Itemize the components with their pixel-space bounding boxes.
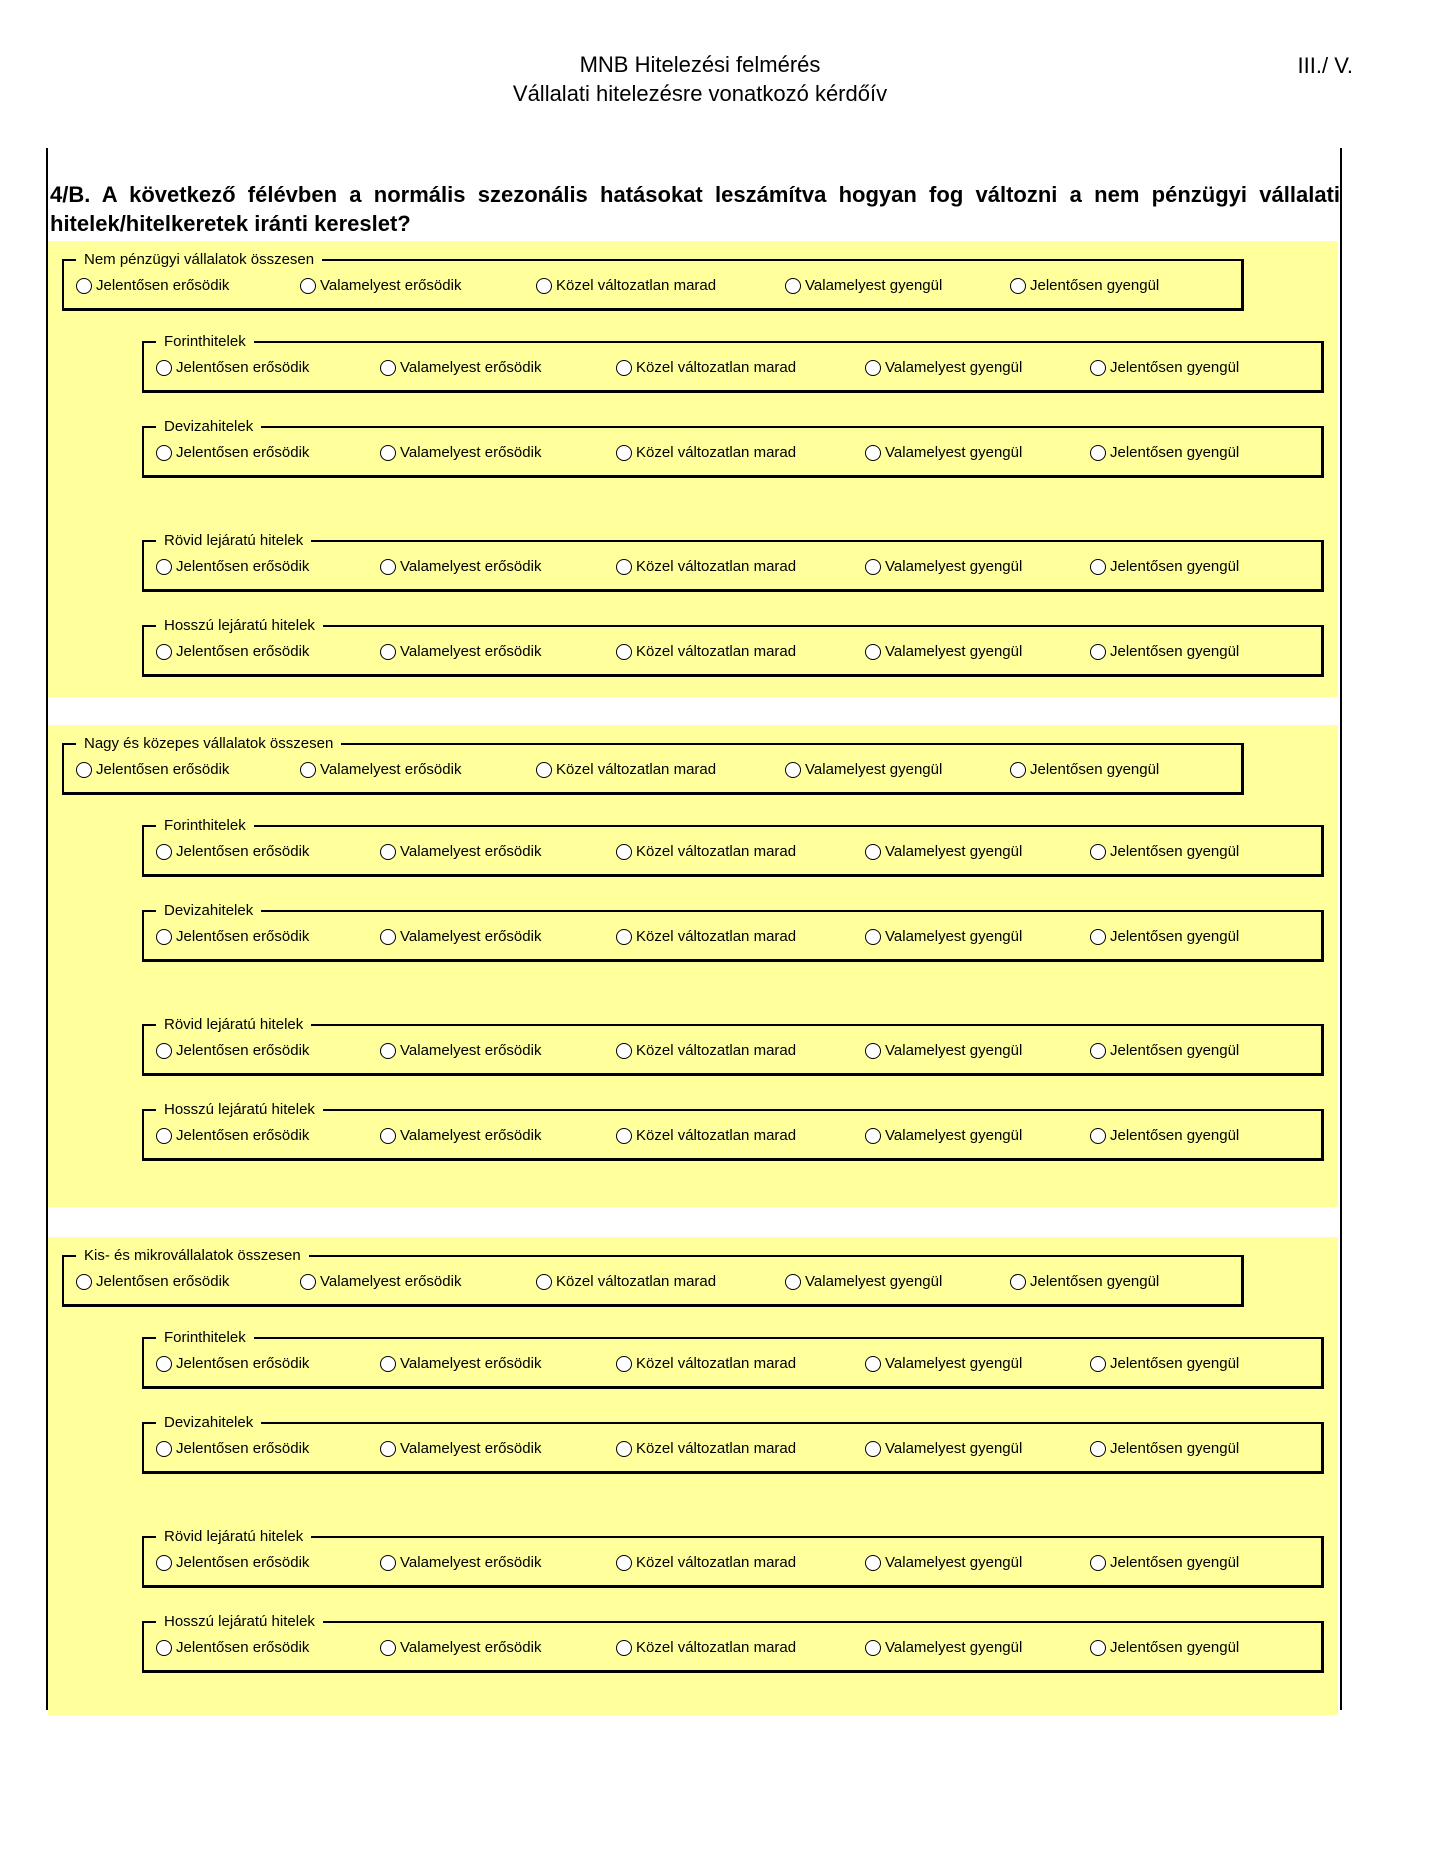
radio-label: Valamelyest erősödik: [400, 1639, 542, 1656]
radio-option[interactable]: [865, 444, 1022, 461]
radio-option[interactable]: [156, 1554, 309, 1571]
radio-option[interactable]: [380, 444, 541, 461]
radio-option[interactable]: [156, 558, 309, 575]
radio-label: Valamelyest erősödik: [400, 1042, 542, 1059]
radio-option[interactable]: [380, 558, 541, 575]
subgroup: [142, 1330, 1324, 1389]
radio-label: Jelentősen erősödik: [176, 1042, 310, 1059]
radio-label: Valamelyest gyengül: [885, 1355, 1023, 1372]
radio-label: Közel változatlan marad: [636, 558, 797, 575]
radio-label: Közel változatlan marad: [556, 1273, 717, 1290]
radio-button[interactable]: [865, 1640, 881, 1656]
radio-label: Valamelyest erősödik: [400, 1355, 542, 1372]
radio-option[interactable]: [865, 558, 1022, 575]
radio-option[interactable]: [785, 277, 942, 294]
radio-option[interactable]: [156, 643, 309, 660]
radio-button[interactable]: [865, 1356, 881, 1372]
radio-button[interactable]: [865, 445, 881, 461]
radio-button[interactable]: [536, 278, 552, 294]
radio-option[interactable]: [380, 359, 541, 376]
radio-option[interactable]: [1010, 761, 1159, 778]
radio-button[interactable]: [76, 278, 92, 294]
radio-option[interactable]: [1090, 359, 1239, 376]
radio-option[interactable]: [380, 1042, 541, 1059]
radio-label: Jelentősen gyengül: [1030, 761, 1160, 778]
radio-label: Jelentősen erősödik: [176, 359, 310, 376]
radio-button[interactable]: [536, 762, 552, 778]
radio-label: Jelentősen gyengül: [1030, 277, 1160, 294]
total-group: [62, 1248, 1244, 1307]
radio-label: Valamelyest erősödik: [400, 1554, 542, 1571]
radio-label: Valamelyest gyengül: [805, 1273, 943, 1290]
radio-label: Valamelyest erősödik: [400, 444, 542, 461]
radio-option[interactable]: [380, 843, 541, 860]
radio-label: Közel változatlan marad: [636, 1639, 797, 1656]
radio-option[interactable]: [76, 277, 229, 294]
radio-label: Valamelyest gyengül: [885, 1639, 1023, 1656]
radio-button[interactable]: [785, 278, 801, 294]
radio-label: Valamelyest gyengül: [885, 928, 1023, 945]
radio-option[interactable]: [1010, 1273, 1159, 1290]
radio-option[interactable]: [616, 928, 796, 945]
radio-button[interactable]: [156, 1441, 172, 1457]
subgroup: [142, 1415, 1324, 1474]
radio-button[interactable]: [536, 1274, 552, 1290]
subgroup: [142, 818, 1324, 877]
radio-button[interactable]: [785, 762, 801, 778]
radio-button[interactable]: [616, 644, 632, 660]
radio-option[interactable]: [300, 1273, 461, 1290]
radio-label: Közel változatlan marad: [556, 277, 717, 294]
radio-option[interactable]: [156, 1042, 309, 1059]
group-label: Hosszú lejáratú hitelek: [164, 1101, 315, 1118]
radio-option[interactable]: [616, 359, 796, 376]
radio-label: Jelentősen gyengül: [1110, 843, 1240, 860]
group-label: Hosszú lejáratú hitelek: [164, 617, 315, 634]
radio-option[interactable]: [536, 1273, 716, 1290]
radio-label: Jelentősen erősödik: [96, 1273, 230, 1290]
radio-option[interactable]: [1090, 1042, 1239, 1059]
radio-button[interactable]: [616, 1441, 632, 1457]
radio-button[interactable]: [616, 1640, 632, 1656]
radio-label: Valamelyest gyengül: [885, 359, 1023, 376]
radio-button[interactable]: [380, 1555, 396, 1571]
group-label: Kis- és mikrovállalatok összesen: [84, 1247, 301, 1264]
company-section: [48, 1237, 1338, 1715]
radio-label: Jelentősen gyengül: [1110, 1355, 1240, 1372]
radio-button[interactable]: [380, 844, 396, 860]
radio-option[interactable]: [616, 1355, 796, 1372]
radio-label: Valamelyest gyengül: [805, 277, 943, 294]
radio-label: Valamelyest gyengül: [885, 1554, 1023, 1571]
radio-button[interactable]: [785, 1274, 801, 1290]
radio-label: Valamelyest erősödik: [320, 761, 462, 778]
radio-group: [156, 1346, 1321, 1386]
radio-option[interactable]: [1090, 1355, 1239, 1372]
radio-option[interactable]: [156, 1440, 309, 1457]
radio-group: [156, 1431, 1321, 1471]
radio-option[interactable]: [865, 843, 1022, 860]
radio-label: Valamelyest erősödik: [320, 277, 462, 294]
radio-button[interactable]: [865, 1128, 881, 1144]
radio-option[interactable]: [865, 928, 1022, 945]
radio-button[interactable]: [1010, 278, 1026, 294]
radio-button[interactable]: [865, 360, 881, 376]
radio-option[interactable]: [156, 359, 309, 376]
radio-button[interactable]: [1090, 1128, 1106, 1144]
radio-button[interactable]: [380, 644, 396, 660]
group-label: Rövid lejáratú hitelek: [164, 1528, 304, 1545]
radio-button[interactable]: [616, 1043, 632, 1059]
radio-option[interactable]: [380, 1554, 541, 1571]
radio-label: Valamelyest erősödik: [400, 1127, 542, 1144]
radio-label: Közel változatlan marad: [636, 359, 797, 376]
radio-button[interactable]: [1090, 1640, 1106, 1656]
group-label: Devizahitelek: [164, 902, 254, 919]
radio-label: Közel változatlan marad: [636, 1127, 797, 1144]
radio-button[interactable]: [1090, 559, 1106, 575]
radio-label: Valamelyest gyengül: [885, 558, 1023, 575]
radio-group: [156, 1630, 1321, 1670]
radio-label: Közel változatlan marad: [556, 761, 717, 778]
radio-option[interactable]: [1090, 1639, 1239, 1656]
radio-button[interactable]: [380, 1128, 396, 1144]
radio-option[interactable]: [1090, 1440, 1239, 1457]
radio-option[interactable]: [865, 643, 1022, 660]
subgroup: [142, 903, 1324, 962]
radio-button[interactable]: [616, 559, 632, 575]
radio-option[interactable]: [380, 1440, 541, 1457]
radio-group: [156, 919, 1321, 959]
radio-group: [156, 435, 1321, 475]
radio-label: Valamelyest erősödik: [400, 928, 542, 945]
subgroup: [142, 533, 1324, 592]
radio-button[interactable]: [616, 445, 632, 461]
radio-button[interactable]: [1090, 445, 1106, 461]
radio-button[interactable]: [156, 844, 172, 860]
radio-button[interactable]: [616, 1555, 632, 1571]
radio-label: Valamelyest gyengül: [885, 1127, 1023, 1144]
radio-option[interactable]: [380, 1127, 541, 1144]
radio-option[interactable]: [616, 444, 796, 461]
radio-option[interactable]: [1010, 277, 1159, 294]
radio-option[interactable]: [865, 1554, 1022, 1571]
survey-subtitle: Vállalati hitelezésre vonatkozó kérdőív: [512, 81, 888, 106]
radio-option[interactable]: [1090, 643, 1239, 660]
radio-option[interactable]: [380, 928, 541, 945]
radio-button[interactable]: [380, 1043, 396, 1059]
radio-label: Jelentősen gyengül: [1110, 1639, 1240, 1656]
radio-option[interactable]: [156, 1355, 309, 1372]
radio-button[interactable]: [1090, 644, 1106, 660]
radio-option[interactable]: [616, 1639, 796, 1656]
radio-label: Közel változatlan marad: [636, 444, 797, 461]
radio-option[interactable]: [785, 1273, 942, 1290]
radio-option[interactable]: [1090, 1554, 1239, 1571]
radio-label: Valamelyest gyengül: [885, 1440, 1023, 1457]
radio-label: Jelentősen erősödik: [176, 1554, 310, 1571]
group-label: Nem pénzügyi vállalatok összesen: [84, 251, 315, 268]
radio-button[interactable]: [156, 1640, 172, 1656]
radio-label: Közel változatlan marad: [636, 1554, 797, 1571]
radio-group: [156, 350, 1321, 390]
radio-option[interactable]: [76, 1273, 229, 1290]
group-label: Hosszú lejáratú hitelek: [164, 1613, 315, 1630]
radio-option[interactable]: [616, 1440, 796, 1457]
radio-group: [156, 549, 1321, 589]
radio-button[interactable]: [1010, 1274, 1026, 1290]
survey-title: MNB Hitelezési felmérés: [579, 52, 821, 77]
group-label: Forinthitelek: [164, 333, 246, 350]
radio-label: Valamelyest gyengül: [805, 761, 943, 778]
radio-button[interactable]: [616, 1356, 632, 1372]
radio-button[interactable]: [156, 644, 172, 660]
radio-label: Közel változatlan marad: [636, 643, 797, 660]
radio-button[interactable]: [1090, 929, 1106, 945]
radio-button[interactable]: [1090, 1043, 1106, 1059]
radio-label: Jelentősen erősödik: [176, 1440, 310, 1457]
radio-label: Jelentősen gyengül: [1110, 444, 1240, 461]
company-section: [48, 725, 1338, 1207]
radio-label: Jelentősen gyengül: [1110, 359, 1240, 376]
radio-button[interactable]: [156, 1356, 172, 1372]
radio-option[interactable]: [865, 1127, 1022, 1144]
radio-button[interactable]: [616, 844, 632, 860]
radio-button[interactable]: [865, 559, 881, 575]
radio-option[interactable]: [616, 1554, 796, 1571]
group-label: Rövid lejáratú hitelek: [164, 1016, 304, 1033]
radio-button[interactable]: [616, 1128, 632, 1144]
radio-label: Jelentősen erősödik: [176, 1355, 310, 1372]
group-label: Devizahitelek: [164, 1414, 254, 1431]
subgroup: [142, 1529, 1324, 1588]
radio-option[interactable]: [536, 761, 716, 778]
radio-label: Valamelyest erősödik: [320, 1273, 462, 1290]
radio-option[interactable]: [1090, 444, 1239, 461]
radio-option[interactable]: [156, 444, 309, 461]
radio-button[interactable]: [300, 1274, 316, 1290]
radio-label: Valamelyest erősödik: [400, 558, 542, 575]
subgroup: [142, 1102, 1324, 1161]
radio-label: Valamelyest erősödik: [400, 1440, 542, 1457]
radio-option[interactable]: [1090, 558, 1239, 575]
radio-option[interactable]: [300, 761, 461, 778]
radio-button[interactable]: [1090, 1441, 1106, 1457]
radio-option[interactable]: [156, 1639, 309, 1656]
radio-label: Valamelyest erősödik: [400, 643, 542, 660]
radio-button[interactable]: [380, 559, 396, 575]
radio-option[interactable]: [156, 843, 309, 860]
radio-button[interactable]: [1090, 360, 1106, 376]
radio-option[interactable]: [76, 761, 229, 778]
group-label: Devizahitelek: [164, 418, 254, 435]
radio-option[interactable]: [300, 277, 461, 294]
radio-button[interactable]: [865, 1441, 881, 1457]
radio-button[interactable]: [156, 1128, 172, 1144]
group-label: Forinthitelek: [164, 1329, 246, 1346]
radio-label: Jelentősen gyengül: [1110, 1042, 1240, 1059]
radio-button[interactable]: [156, 445, 172, 461]
radio-button[interactable]: [156, 559, 172, 575]
radio-label: Jelentősen gyengül: [1110, 1554, 1240, 1571]
radio-label: Jelentősen erősödik: [176, 1127, 310, 1144]
radio-label: Közel változatlan marad: [636, 1355, 797, 1372]
radio-label: Közel változatlan marad: [636, 928, 797, 945]
radio-label: Jelentősen erősödik: [176, 643, 310, 660]
group-label: Forinthitelek: [164, 817, 246, 834]
radio-label: Jelentősen gyengül: [1110, 558, 1240, 575]
question-text: 4/B. A következő félévben a normális szezonális hatásokat leszámítva hogyan fog változni a nem pénzügyi vállalati hitelek/hitelkeretek iránti kereslet?: [50, 182, 1340, 236]
radio-button[interactable]: [865, 1043, 881, 1059]
radio-option[interactable]: [380, 1355, 541, 1372]
radio-label: Jelentősen erősödik: [96, 277, 230, 294]
radio-option[interactable]: [380, 1639, 541, 1656]
radio-label: Valamelyest erősödik: [400, 843, 542, 860]
radio-label: Valamelyest gyengül: [885, 444, 1023, 461]
radio-option[interactable]: [865, 1639, 1022, 1656]
radio-button[interactable]: [156, 929, 172, 945]
radio-button[interactable]: [380, 1441, 396, 1457]
radio-option[interactable]: [1090, 843, 1239, 860]
radio-group: [156, 1033, 1321, 1073]
radio-button[interactable]: [1010, 762, 1026, 778]
radio-option[interactable]: [1090, 928, 1239, 945]
radio-label: Jelentősen erősödik: [176, 444, 310, 461]
radio-label: Közel változatlan marad: [636, 1042, 797, 1059]
radio-label: Jelentősen gyengül: [1030, 1273, 1160, 1290]
radio-button[interactable]: [616, 929, 632, 945]
radio-option[interactable]: [380, 643, 541, 660]
radio-option[interactable]: [1090, 1127, 1239, 1144]
radio-button[interactable]: [865, 844, 881, 860]
subgroup: [142, 618, 1324, 677]
total-group: [62, 736, 1244, 795]
radio-option[interactable]: [785, 761, 942, 778]
radio-option[interactable]: [156, 1127, 309, 1144]
radio-label: Jelentősen gyengül: [1110, 928, 1240, 945]
radio-button[interactable]: [1090, 1555, 1106, 1571]
total-group: [62, 252, 1244, 311]
radio-button[interactable]: [865, 929, 881, 945]
radio-label: Jelentősen erősödik: [176, 1639, 310, 1656]
radio-button[interactable]: [380, 929, 396, 945]
group-label: Rövid lejáratú hitelek: [164, 532, 304, 549]
radio-button[interactable]: [865, 1555, 881, 1571]
radio-button[interactable]: [865, 644, 881, 660]
radio-label: Jelentősen gyengül: [1110, 643, 1240, 660]
radio-option[interactable]: [536, 277, 716, 294]
radio-button[interactable]: [1090, 844, 1106, 860]
radio-option[interactable]: [616, 558, 796, 575]
company-section: [48, 241, 1338, 697]
radio-button[interactable]: [380, 1640, 396, 1656]
radio-button[interactable]: [1090, 1356, 1106, 1372]
radio-button[interactable]: [380, 445, 396, 461]
radio-option[interactable]: [865, 1355, 1022, 1372]
radio-label: Jelentősen erősödik: [96, 761, 230, 778]
radio-group: [156, 634, 1321, 674]
radio-label: Valamelyest gyengül: [885, 1042, 1023, 1059]
radio-option[interactable]: [865, 1440, 1022, 1457]
radio-label: Közel változatlan marad: [636, 843, 797, 860]
subgroup: [142, 1017, 1324, 1076]
radio-option[interactable]: [616, 643, 796, 660]
radio-button[interactable]: [380, 360, 396, 376]
radio-button[interactable]: [156, 1043, 172, 1059]
group-label: Nagy és közepes vállalatok összesen: [84, 735, 334, 752]
subgroup: [142, 334, 1324, 393]
radio-group: [76, 1264, 1241, 1304]
page-number: III./ V.: [1297, 53, 1353, 78]
radio-button[interactable]: [76, 762, 92, 778]
radio-button[interactable]: [300, 278, 316, 294]
radio-button[interactable]: [300, 762, 316, 778]
radio-label: Jelentősen erősödik: [176, 843, 310, 860]
radio-option[interactable]: [865, 1042, 1022, 1059]
radio-label: Jelentősen gyengül: [1110, 1127, 1240, 1144]
radio-label: Közel változatlan marad: [636, 1440, 797, 1457]
radio-label: Jelentősen gyengül: [1110, 1440, 1240, 1457]
radio-label: Valamelyest erősödik: [400, 359, 542, 376]
page-header: [0, 50, 1400, 108]
radio-group: [156, 1545, 1321, 1585]
radio-group: [156, 1118, 1321, 1158]
radio-group: [156, 834, 1321, 874]
radio-group: [76, 268, 1241, 308]
radio-option[interactable]: [616, 1127, 796, 1144]
subgroup: [142, 419, 1324, 478]
radio-button[interactable]: [616, 360, 632, 376]
radio-option[interactable]: [156, 928, 309, 945]
radio-label: Jelentősen erősödik: [176, 558, 310, 575]
radio-label: Valamelyest gyengül: [885, 643, 1023, 660]
radio-option[interactable]: [616, 843, 796, 860]
radio-button[interactable]: [76, 1274, 92, 1290]
radio-button[interactable]: [156, 360, 172, 376]
radio-group: [76, 752, 1241, 792]
radio-button[interactable]: [156, 1555, 172, 1571]
radio-option[interactable]: [616, 1042, 796, 1059]
radio-option[interactable]: [865, 359, 1022, 376]
radio-label: Jelentősen erősödik: [176, 928, 310, 945]
radio-label: Valamelyest gyengül: [885, 843, 1023, 860]
subgroup: [142, 1614, 1324, 1673]
radio-button[interactable]: [380, 1356, 396, 1372]
